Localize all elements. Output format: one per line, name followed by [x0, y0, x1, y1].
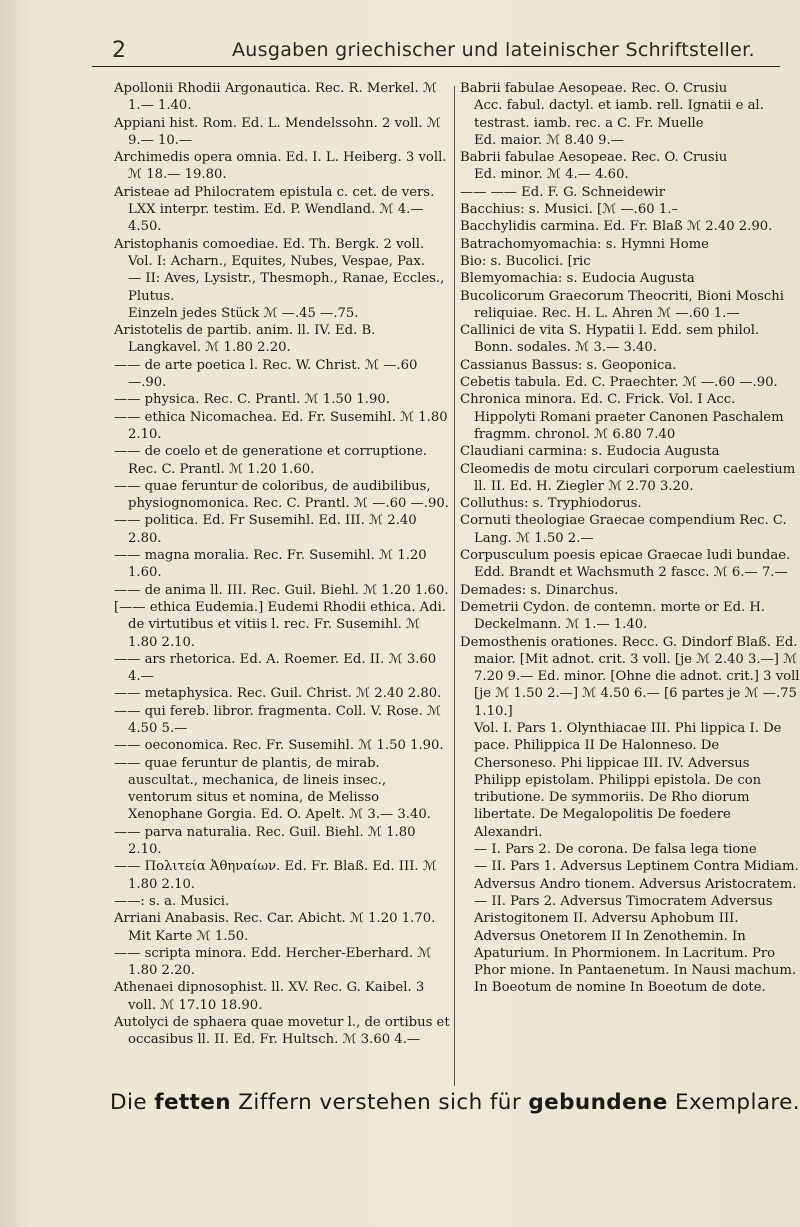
- catalog-entry: Aristeae ad Philocratem epistula c. cet. de vers. LXX interpr. testim. Ed. P. Wendland. ℳ 4.— 4.50.: [114, 184, 435, 235]
- catalog-entry: Aristotelis de partib. anim. ll. IV. Ed. B. Langkavel. ℳ 1.80 2.20.: [114, 323, 376, 356]
- catalog-entry: Apollonii Rhodii Argonautica. Rec. R. Merkel. ℳ 1.— 1.40.: [114, 81, 437, 114]
- catalog-entry: —— magna moralia. Rec. Fr. Susemihl. ℳ 1.20 1.60.: [114, 548, 427, 581]
- catalog-entry: —— ethica Nicomachea. Ed. Fr. Susemihl. ℳ 1.80 2.10.: [114, 409, 448, 442]
- catalog-entry: [—— ethica Eudemia.] Eudemi Rhodii ethica. Adi. de virtutibus et vitiis l. rec. Fr. Susemihl. ℳ 1.80 2.10.: [114, 599, 446, 650]
- footer-text-before: Die: [110, 1090, 155, 1115]
- footer-text-after: Exemplare.: [667, 1090, 800, 1115]
- catalog-entry: Blemyomachia: s. Eudocia Augusta: [460, 271, 695, 287]
- footer-bold-fetten: fetten: [154, 1090, 231, 1115]
- catalog-entry: —— physica. Rec. C. Prantl. ℳ 1.50 1.90.: [114, 392, 390, 408]
- catalog-entry: Cassianus Bassus: s. Geoponica.: [460, 357, 677, 373]
- catalog-entry: Appiani hist. Rom. Ed. L. Mendelssohn. 2 voll. ℳ 9.— 10.—: [114, 115, 441, 148]
- catalog-entry: —— politica. Ed. Fr Susemihl. Ed. III. ℳ 2.40 2.80.: [114, 513, 417, 546]
- catalog-entry: —— de arte poetica l. Rec. W. Christ. ℳ —.60 —.90.: [114, 357, 418, 391]
- catalog-entry: Babrii fabulae Aesopeae. Rec. O. Crusiu: [460, 81, 728, 96]
- catalog-entry: Demades: s. Dinarchus.: [460, 582, 619, 598]
- catalog-entry: —— de coelo et de generatione et corruptione. Rec. C. Prantl. ℳ 1.20 1.60.: [114, 444, 427, 477]
- catalog-entry: —— —— Ed. F. G. Schneidewir: [460, 184, 665, 200]
- catalog-entry: —— metaphysica. Rec. Guil. Christ. ℳ 2.40 2.80.: [114, 686, 442, 702]
- catalog-entry: — II. Pars 2. Adversus Timocratem Adversus Aristogitonem II. Adversu Aphobum III. Adversus Onetorem II In Zenothemin. In Apaturium. In Phormionem. In Lacritum. Pro Phor mione. In Pantaenetum. In Nausi machum. In Boeotum de nomine In Boeotum de dote.: [474, 893, 797, 996]
- catalog-entry: —— scripta minora. Edd. Hercher-Eberhard. ℳ 1.80 2.20.: [114, 945, 432, 979]
- catalog-entry: Einzeln jedes Stück ℳ —.45 —.75.: [128, 305, 359, 321]
- catalog-entry: —— parva naturalia. Rec. Guil. Biehl. ℳ 1.80 2.10.: [114, 824, 416, 858]
- catalog-entry: Bacchylidis carmina. Ed. Fr. Blaß ℳ 2.40 2.90.: [460, 219, 773, 235]
- right-column: [460, 80, 800, 997]
- catalog-entry: Bucolicorum Graecorum Theocriti, Bioni Moschi reliquiae. Rec. H. L. Ahren ℳ —.60 1.—: [460, 288, 784, 321]
- catalog-entry: Corpusculum poesis epicae Graecae ludi bundae. Edd. Brandt et Wachsmuth 2 fascc. ℳ 6.— 7.—: [460, 548, 791, 581]
- catalog-entry: Batrachomyomachia: s. Hymni Home: [460, 236, 709, 252]
- catalog-entry: —— oeconomica. Rec. Fr. Susemihl. ℳ 1.50 1.90.: [114, 738, 444, 754]
- catalog-entry: —— ars rhetorica. Ed. A. Roemer. Ed. II. ℳ 3.60 4.—: [114, 651, 437, 685]
- catalog-entry: Arriani Anabasis. Rec. Car. Abicht. ℳ 1.20 1.70. Mit Karte ℳ 1.50.: [114, 911, 436, 944]
- catalog-entry: —— de anima ll. III. Rec. Guil. Biehl. ℳ 1.20 1.60.: [114, 582, 449, 598]
- footer-note: [110, 1090, 800, 1115]
- catalog-entry: — II: Aves, Lysistr., Thesmoph., Ranae, Eccles., Plutus.: [128, 271, 445, 304]
- footer-text-middle: Ziffern verstehen sich für: [230, 1090, 529, 1115]
- catalog-entry: — I. Pars 2. De corona. De falsa lega tione: [474, 842, 757, 858]
- catalog-entry: Ed. minor. ℳ 4.— 4.60.: [474, 167, 629, 183]
- footer-bold-gebundene: gebundene: [528, 1090, 668, 1115]
- catalog-entry: Acc. fabul. dactyl. et iamb. rell. Ignatii e al. testrast. iamb. rec. a C. Fr. Muelle: [474, 98, 764, 131]
- catalog-entry: Callinici de vita S. Hypatii l. Edd. sem philol. Bonn. sodales. ℳ 3.— 3.40.: [460, 323, 760, 356]
- catalog-entry: Autolyci de sphaera quae movetur l., de ortibus et occasibus ll. II. Ed. Fr. Hultsch. ℳ 3.60 4.—: [114, 1015, 450, 1048]
- catalog-entry: —— Πολιτεία Ἀθηναίων. Ed. Fr. Blaß. Ed. III. ℳ 1.80 2.10.: [114, 859, 437, 892]
- catalog-entry: Demosthenis orationes. Recc. G. Dindorf Blaß. Ed. maior. [Mit adnot. crit. 3 voll. [je ℳ 2.40 3.—] ℳ 7.20 9.— Ed. minor. [Ohne die adnot. crit.] 3 voll [je ℳ 1.50 2.—] ℳ 4.50 6.— [6 partes je ℳ —.75 1.10.]: [460, 634, 800, 719]
- page-number: 2: [112, 38, 126, 63]
- catalog-entry: — II. Pars 1. Adversus Leptinem Contra Midiam. Adversus Andro tionem. Adversus Aristocratem.: [474, 859, 799, 892]
- catalog-entry: —— quae feruntur de coloribus, de audibilibus, physiognomonica. Rec. C. Prantl. ℳ —.60 —.90.: [114, 478, 449, 512]
- catalog-entry: —— quae feruntur de plantis, de mirab. auscultat., mechanica, de lineis insec., ventorum situs et nomina, de Melisso Xenophane Gorgia. Ed. O. Apelt. ℳ 3.— 3.40.: [114, 755, 431, 823]
- catalog-entry: Bio: s. Bucolici. [ric: [460, 253, 591, 269]
- catalog-entry: Colluthus: s. Tryphiodorus.: [460, 496, 642, 512]
- catalog-entry: Demetrii Cydon. de contemn. morte or Ed. H. Deckelmann. ℳ 1.— 1.40.: [460, 599, 766, 633]
- running-title: Ausgaben griechischer und lateinischer Schriftsteller.: [232, 39, 755, 61]
- catalog-entry: Claudiani carmina: s. Eudocia Augusta: [460, 444, 720, 460]
- catalog-entry: Cornuti theologiae Graecae compendium Rec. C. Lang. ℳ 1.50 2.—: [460, 513, 787, 546]
- catalog-entry: —— qui fereb. libror. fragmenta. Coll. V. Rose. ℳ 4.50 5.—: [114, 703, 442, 736]
- catalog-entry: Ed. maior. ℳ 8.40 9.—: [474, 132, 624, 148]
- page-header: [92, 38, 780, 67]
- catalog-entry: Athenaei dipnosophist. ll. XV. Rec. G. Kaibel. 3 voll. ℳ 17.10 18.90.: [114, 980, 425, 1013]
- catalog-entry: Vol. I: Acharn., Equites, Nubes, Vespae, Pax.: [128, 253, 425, 269]
- catalog-entry: Cebetis tabula. Ed. C. Praechter. ℳ —.60 —.90.: [460, 375, 778, 391]
- catalog-entry: Aristophanis comoediae. Ed. Th. Bergk. 2 voll.: [114, 236, 425, 252]
- catalog-entry: Bacchius: s. Musici. [ℳ —.60 1.–: [460, 202, 679, 218]
- catalog-entry: Archimedis opera omnia. Ed. I. L. Heiberg. 3 voll. ℳ 18.— 19.80.: [114, 150, 447, 183]
- catalog-entry: Babrii fabulae Aesopeae. Rec. O. Crusiu: [460, 150, 728, 166]
- catalog-entry: Cleomedis de motu circulari corporum caelestium ll. II. Ed. H. Ziegler ℳ 2.70 3.20.: [460, 461, 796, 494]
- catalog-entry: ——: s. a. Musici.: [114, 893, 230, 909]
- column-divider: [454, 86, 455, 1086]
- catalog-entry: Vol. I. Pars 1. Olynthiacae III. Phi lippica I. De pace. Philippica II De Halonneso. De Chersoneso. Phi lippicae III. IV. Adversus Philipp epistolam. Philippi epistola. De con tributione. De symmoriis. De Rho diorum libertate. De Megalopolitis De foedere Alexandri.: [474, 720, 782, 840]
- catalog-entry: Chronica minora. Ed. C. Frick. Vol. I Acc. Hippolyti Romani praeter Canonen Paschalem fragmm. chronol. ℳ 6.80 7.40: [460, 392, 784, 442]
- left-column: [114, 80, 450, 1049]
